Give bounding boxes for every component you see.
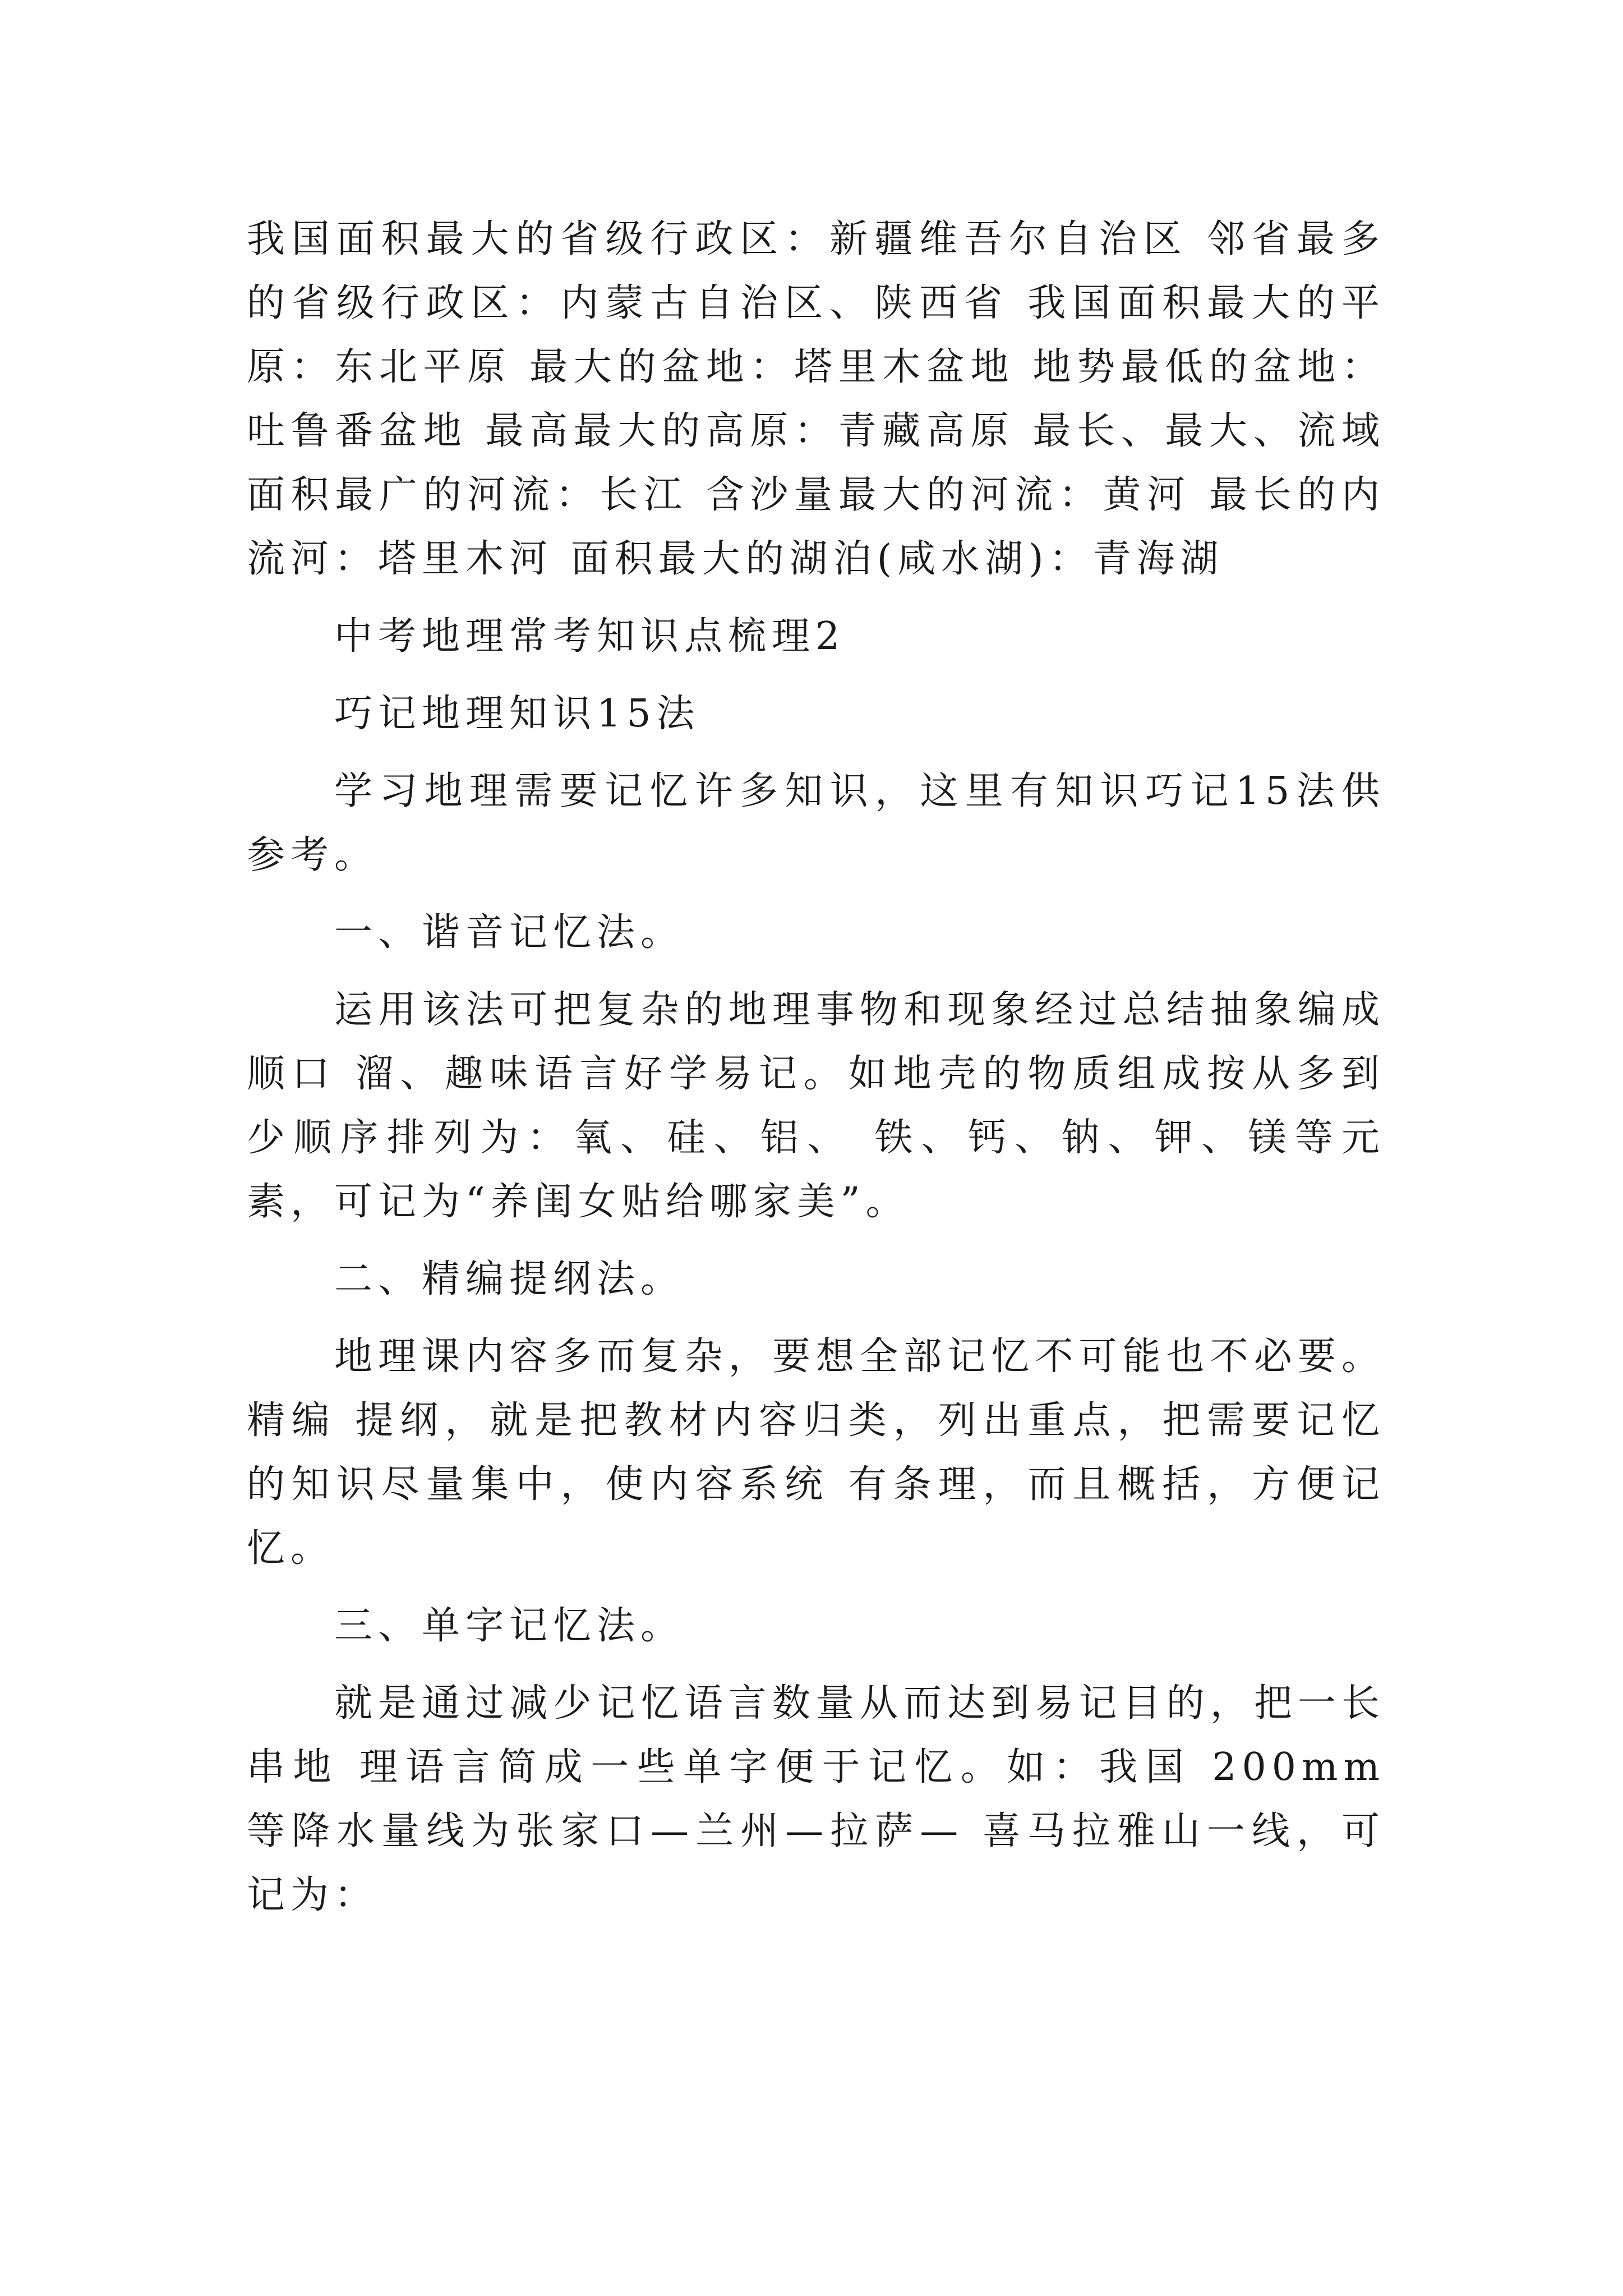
paragraph-method-2: 地理课内容多而复杂，要想全部记忆不可能也不必要。精编 提纲，就是把教材内容归类，列出重点，把需要记忆的知识尽量集中，使内容系统 有条理，而且概括，方便记忆。 <box>247 1335 1385 1571</box>
document-body <box>247 208 1385 1941</box>
paragraph-method-3: 就是通过减少记忆语言数量从而达到易记目的，把一长串地 理语言简成一些单字便于记忆。如：我国 200mm 等降水量线为张家口—兰州—拉萨— 喜马拉雅山一线，可记为： <box>247 1681 1385 1917</box>
method-heading-1: 一、谐音记忆法。 <box>334 910 685 955</box>
section-heading: 中考地理常考知识点梳理2 <box>334 614 846 659</box>
method-heading-3: 三、单字记忆法。 <box>334 1604 685 1648</box>
paragraph-superlatives: 我国面积最大的省级行政区：新疆维吾尔自治区 邻省最多的省级行政区：内蒙古自治区、陕西省 我国面积最大的平原：东北平原 最大的盆地：塔里木盆地 地势最低的盆地：吐鲁番盆地 最高最大的高原：青藏高原 最长、最大、流域面积最广的河流：长江 含沙量最大的河流：黄河 最长的内流河：塔里木河 面积最大的湖泊(咸水湖)：青海湖 <box>247 217 1385 581</box>
paragraph-intro: 学习地理需要记忆许多知识，这里有知识巧记15法供参考。 <box>247 769 1385 877</box>
paragraph-method-1: 运用该法可把复杂的地理事物和现象经过总结抽象编成顺口 溜、趣味语言好学易记。如地壳的物质组成按从多到少顺序排列为：氧、硅、铝、 铁、钙、钠、钾、镁等元素，可记为“养闺女贴给哪家美”。 <box>247 988 1385 1224</box>
method-heading-2: 二、精编提纲法。 <box>334 1257 685 1301</box>
subsection-heading: 巧记地理知识15法 <box>334 692 700 736</box>
